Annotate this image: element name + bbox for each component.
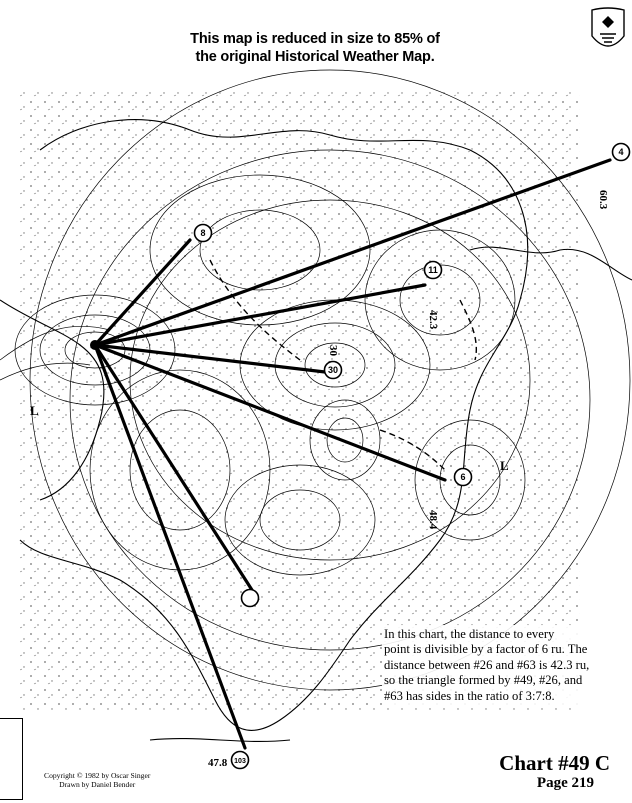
reduction-notice-line-2: the original Historical Weather Map.	[195, 49, 435, 65]
svg-text:L: L	[30, 403, 39, 418]
distance-label: 47.8	[208, 757, 228, 769]
explanation-line: so the triangle formed by #49, #26, and	[384, 673, 583, 688]
point-label: 6	[460, 472, 466, 483]
explanation-line: #63 has sides in the ratio of 3:7:8.	[384, 688, 555, 703]
point-marker-far-right	[613, 144, 630, 161]
coastline-south	[150, 739, 290, 742]
noaa-logo	[588, 6, 628, 58]
point-label: 103	[234, 758, 246, 766]
point-label: 8	[200, 228, 206, 239]
point-marker-top-left	[195, 225, 212, 242]
explanation-line: distance between #26 and #63 is 42.3 ru,	[384, 657, 590, 672]
point-label: 30	[327, 365, 339, 376]
svg-text:L: L	[500, 458, 509, 473]
point-marker-right-mid	[455, 469, 472, 486]
copyright-line: Copyright © 1982 by Oscar Singer	[44, 771, 151, 780]
explanation-line: In this chart, the distance to every	[384, 627, 555, 641]
side-legend-box	[0, 718, 23, 800]
chart-explanation	[382, 625, 622, 706]
chart-title: Chart #49 C	[499, 751, 610, 775]
point-circle	[242, 590, 259, 607]
point-label: 11	[428, 265, 438, 276]
station-plots	[20, 90, 580, 710]
reduction-notice-line-1: This map is reduced in size to 85% of	[190, 31, 440, 47]
hub-point	[90, 340, 100, 350]
point-marker-lower-mid	[242, 590, 259, 607]
copyright-notice	[44, 771, 150, 789]
distance-label: 60.3	[597, 190, 609, 210]
point-label: 4	[618, 147, 624, 158]
point-marker-upper-mid	[425, 262, 442, 279]
distance-label: 48.4	[427, 510, 439, 530]
page-number: Page 219	[536, 775, 594, 791]
distance-label: 30	[327, 345, 339, 356]
explanation-line: point is divisible by a factor of 6 ru. The	[384, 642, 588, 657]
drawn-by-line: Drawn by Daniel Bender	[59, 780, 136, 789]
point-marker-center	[325, 362, 342, 379]
point-marker-bottom	[232, 752, 249, 769]
distance-label: 42.3	[427, 310, 439, 330]
reduction-notice	[150, 30, 480, 66]
